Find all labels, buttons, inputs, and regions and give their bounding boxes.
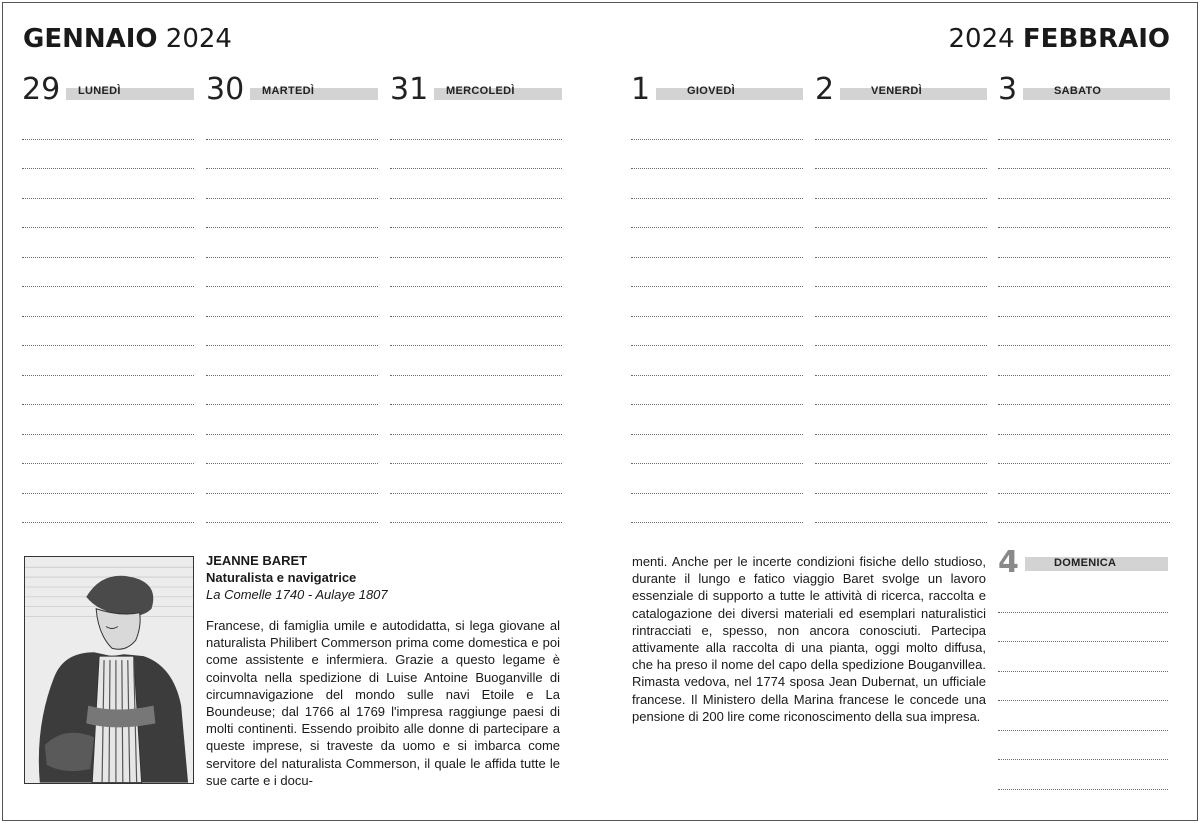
writing-line[interactable] [998,642,1168,672]
writing-lines[interactable] [815,110,987,523]
writing-line[interactable] [815,169,987,199]
bio-dates: La Comelle 1740 - Aulaye 1807 [206,587,388,602]
writing-line[interactable] [998,583,1168,613]
writing-line[interactable] [998,199,1170,229]
writing-line[interactable] [390,199,562,229]
writing-lines[interactable] [22,110,194,523]
writing-line[interactable] [998,110,1170,140]
writing-line[interactable] [206,228,378,258]
writing-line[interactable] [631,140,803,170]
day-name: SABATO [1054,85,1102,97]
writing-line[interactable] [22,258,194,288]
writing-line[interactable] [815,346,987,376]
writing-line[interactable] [206,199,378,229]
writing-line[interactable] [22,405,194,435]
writing-line[interactable] [631,405,803,435]
writing-line[interactable] [815,110,987,140]
writing-line[interactable] [206,494,378,524]
writing-line[interactable] [815,494,987,524]
writing-line[interactable] [631,464,803,494]
writing-line[interactable] [998,317,1170,347]
writing-line[interactable] [206,435,378,465]
writing-line[interactable] [998,140,1170,170]
writing-line[interactable] [631,435,803,465]
writing-line[interactable] [815,287,987,317]
writing-line[interactable] [22,346,194,376]
writing-line[interactable] [998,169,1170,199]
writing-line[interactable] [206,258,378,288]
bio-text-left [206,617,560,789]
day-header [390,72,562,110]
writing-line[interactable] [22,140,194,170]
writing-line[interactable] [998,346,1170,376]
day-name: MERCOLEDÌ [446,85,515,97]
writing-line[interactable] [206,464,378,494]
writing-lines[interactable] [390,110,562,523]
writing-line[interactable] [815,376,987,406]
portrait-engraving [25,557,193,783]
year-right: 2024 [948,24,1015,54]
writing-line[interactable] [22,317,194,347]
writing-line[interactable] [998,287,1170,317]
writing-line[interactable] [998,405,1170,435]
bio-text-right [632,553,986,725]
writing-line[interactable] [815,464,987,494]
day-header [206,72,378,110]
month-name-right: FEBBRAIO [1022,24,1170,54]
writing-line[interactable] [390,494,562,524]
month-name-left: GENNAIO [23,24,158,54]
writing-line[interactable] [998,760,1168,790]
writing-line[interactable] [22,464,194,494]
writing-line[interactable] [631,376,803,406]
writing-line[interactable] [390,140,562,170]
writing-line[interactable] [22,376,194,406]
writing-line[interactable] [206,110,378,140]
writing-line[interactable] [815,140,987,170]
writing-line[interactable] [390,258,562,288]
writing-line[interactable] [631,494,803,524]
writing-line[interactable] [390,110,562,140]
writing-line[interactable] [815,435,987,465]
writing-line[interactable] [206,317,378,347]
writing-line[interactable] [390,405,562,435]
bio-role: Naturalista e navigatrice [206,570,357,585]
writing-line[interactable] [206,140,378,170]
day-number: 30 [206,74,250,106]
writing-line[interactable] [998,376,1170,406]
writing-line[interactable] [998,613,1168,643]
writing-line[interactable] [998,464,1170,494]
writing-line[interactable] [815,228,987,258]
day-name: DOMENICA [1054,557,1117,569]
writing-line[interactable] [22,228,194,258]
writing-line[interactable] [22,494,194,524]
writing-line[interactable] [206,169,378,199]
writing-line[interactable] [22,199,194,229]
writing-line[interactable] [815,258,987,288]
writing-lines[interactable] [631,110,803,523]
writing-line[interactable] [631,199,803,229]
day-column-30 [206,72,378,523]
year-left: 2024 [165,24,232,54]
day-header [22,72,194,110]
writing-line[interactable] [998,672,1168,702]
bio-paragraph-right: menti. Anche per le incerte condizioni fisiche dello studioso, durante il lungo e fatico viaggio Baret svolge un lavoro essenziale di supporto a tutte le attività di ricerca, raccolta e catalogazione dei diversi materiali ed esemplari naturalistici rintracciati e, spesso, non ancora conosciuti. Partecipa attivamente alla raccolta di una pianta, oggi molto diffusa, che ha preso il nome del capo della spedizione Bouganvillea. Rimasta vedova, nel 1774 sposa Jean Dubernat, un ufficiale francese. Il Ministero della Marina francese le concede una pensione di 200 lire come riconoscimento della sua impresa. [632,554,986,724]
day-number: 2 [815,74,840,106]
day-header [631,72,803,110]
day-column-2 [815,72,987,523]
writing-line[interactable] [631,169,803,199]
writing-line[interactable] [390,287,562,317]
writing-line[interactable] [631,287,803,317]
writing-line[interactable] [998,228,1170,258]
writing-line[interactable] [815,199,987,229]
day-column-sunday [998,545,1168,790]
bio-heading [206,552,566,603]
writing-lines[interactable] [998,583,1168,790]
day-number: 31 [390,74,434,106]
writing-line[interactable] [390,376,562,406]
day-name: MARTEDÌ [262,85,315,97]
writing-line[interactable] [390,228,562,258]
writing-line[interactable] [22,287,194,317]
month-title-right [948,24,1170,54]
writing-line[interactable] [206,346,378,376]
day-header [998,72,1170,110]
day-name: GIOVEDÌ [687,85,735,97]
month-title-left [23,24,232,54]
writing-line[interactable] [22,169,194,199]
day-header [998,545,1168,583]
day-header [815,72,987,110]
writing-line[interactable] [206,376,378,406]
day-number: 29 [22,74,66,106]
writing-line[interactable] [998,435,1170,465]
portrait-image [24,556,194,784]
day-column-31 [390,72,562,523]
writing-line[interactable] [631,110,803,140]
writing-line[interactable] [631,258,803,288]
writing-line[interactable] [390,317,562,347]
writing-line[interactable] [815,317,987,347]
day-name: VENERDÌ [871,85,922,97]
writing-line[interactable] [22,435,194,465]
day-column-1 [631,72,803,523]
day-column-29 [22,72,194,523]
writing-line[interactable] [390,435,562,465]
writing-line[interactable] [22,110,194,140]
writing-line[interactable] [998,494,1170,524]
day-column-3 [998,72,1170,523]
day-name: LUNEDÌ [78,85,121,97]
writing-line[interactable] [206,405,378,435]
writing-line[interactable] [631,228,803,258]
bio-paragraph-left: Francese, di famiglia umile e autodidatta, si lega giovane al naturalista Philibert Commerson prima come domestica e poi come assistente e infermiera. Grazie a questo legame è coinvolta nella spedizione di Luise Antoine Buoganville di circumnavigazione del mondo sulle navi Etoile e La Boundeuse; dal 1766 al 1769 l'impresa raggiunge paesi di molti continenti. Essendo proibito alle donne di partecipare a queste imprese, si traveste da uomo e si imbarca come servitore del naturalista Commerson, il quale le affida tutte le sue carte e i docu- [206,618,560,788]
writing-line[interactable] [631,346,803,376]
writing-line[interactable] [390,169,562,199]
day-number: 4 [998,547,1025,579]
writing-line[interactable] [815,405,987,435]
day-number: 1 [631,74,656,106]
writing-line[interactable] [998,731,1168,761]
bio-name: JEANNE BARET [206,553,308,568]
writing-line[interactable] [998,701,1168,731]
writing-line[interactable] [206,287,378,317]
writing-lines[interactable] [206,110,378,523]
day-number: 3 [998,74,1023,106]
writing-line[interactable] [390,346,562,376]
writing-lines[interactable] [998,110,1170,523]
writing-line[interactable] [998,258,1170,288]
writing-line[interactable] [631,317,803,347]
writing-line[interactable] [390,464,562,494]
